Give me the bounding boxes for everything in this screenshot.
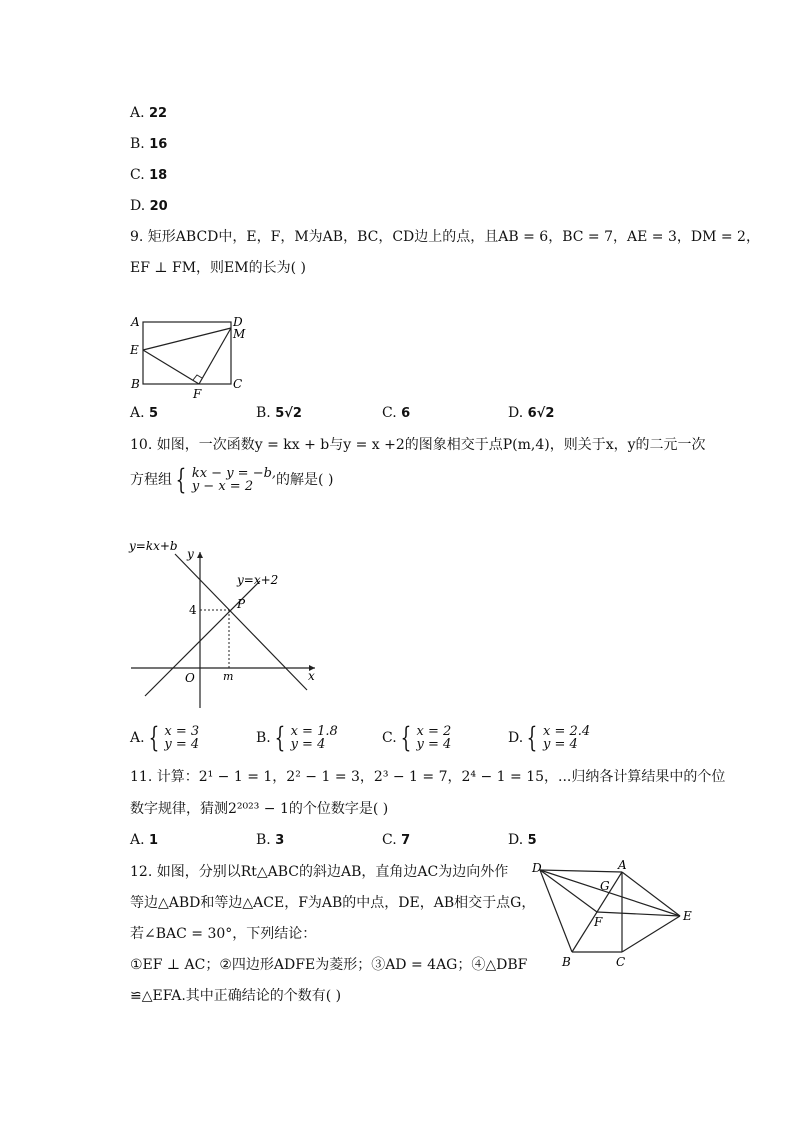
q10-label-x: x xyxy=(308,669,315,683)
q9-stem-line1: 9. 矩形ABCD中，E，F，M为AB，BC，CD边上的点，且AB = 6，BC = 7，AE = 3，DM = 2， xyxy=(130,229,760,245)
q10-label-y: y xyxy=(187,547,194,561)
q9-label-c: C xyxy=(233,377,243,391)
q12-label-g: G xyxy=(600,879,610,893)
q12-geometry-figure xyxy=(528,858,698,973)
q10-label-p: P xyxy=(237,597,246,611)
q10-label-line1: y=kx+b xyxy=(129,539,178,553)
q9-label-m: M xyxy=(233,327,246,341)
q9-option-d: D. 6√2 xyxy=(508,405,555,421)
q9-label-a: A xyxy=(131,315,140,329)
q10-option-c: C. { x = 2 y = 4 xyxy=(382,721,452,754)
q12-stem-line3: 若∠BAC = 30°，下列结论： xyxy=(130,926,317,942)
q10-option-d: D. { x = 2.4 y = 4 xyxy=(508,721,591,754)
q9-option-c: C. 6 xyxy=(382,405,411,421)
q9-rectangle-figure xyxy=(125,310,265,402)
q12-label-a: A xyxy=(618,858,627,872)
q12-stem-line2: 等边△ABD和等边△ACE，F为AB的中点，DE，AB相交于点G， xyxy=(130,895,536,911)
q11-stem-line1: 11. 计算：2¹ − 1 = 1，2² − 1 = 3，2³ − 1 = 7，2⁴ − 1 = 15，...归纳各计算结果中的个位 xyxy=(130,769,726,785)
q11-option-b: B. 3 xyxy=(256,832,285,848)
q10-equation-system: { kx − y = −b, y − x = 2 xyxy=(175,463,277,496)
q10-label-4: 4 xyxy=(189,603,197,617)
q12-label-c: C xyxy=(616,955,626,969)
q9-label-b: B xyxy=(131,377,140,391)
q10-label-m: m xyxy=(223,670,234,683)
q9-option-b: B. 5√2 xyxy=(256,405,302,421)
q10-stem-line1: 10. 如图，一次函数y = kx + b与y = x +2的图象相交于点P(m,4)，则关于x，y的二元一次 xyxy=(130,437,706,453)
q9-label-d: D xyxy=(233,315,243,329)
q10-label-origin: O xyxy=(185,671,195,685)
q12-label-b: B xyxy=(562,955,571,969)
q11-option-a: A. 1 xyxy=(130,832,159,848)
q8-option-d: D. 20 xyxy=(130,198,168,214)
q12-stem-line5: ≌△EFA.其中正确结论的个数有( ) xyxy=(130,988,342,1004)
q11-option-c: C. 7 xyxy=(382,832,411,848)
q11-stem-line2: 数字规律，猜测2²⁰²³ − 1的个位数字是( ) xyxy=(130,801,389,817)
q10-option-a: A. { x = 3 y = 4 xyxy=(130,721,200,754)
q8-option-a: A. 22 xyxy=(130,105,168,121)
q9-option-a: A. 5 xyxy=(130,405,159,421)
q8-option-c: C. 18 xyxy=(130,167,168,183)
q9-label-e: E xyxy=(130,343,139,357)
q10-label-line2: y=x+2 xyxy=(237,573,279,587)
q10-function-graph xyxy=(125,536,325,712)
q12-label-e: E xyxy=(683,909,692,923)
q9-stem-line2: EF ⊥ FM，则EM的长为( ) xyxy=(130,260,306,276)
q12-label-f: F xyxy=(594,915,603,929)
q8-option-b: B. 16 xyxy=(130,136,168,152)
q12-stem-line4: ①EF ⊥ AC；②四边形ADFE为菱形；③AD = 4AG；④△DBF xyxy=(130,957,528,973)
q10-option-b: B. { x = 1.8 y = 4 xyxy=(256,721,338,754)
q10-stem-line2: 方程组 { kx − y = −b, y − x = 2 的解是( ) xyxy=(130,463,334,496)
q11-option-d: D. 5 xyxy=(508,832,537,848)
q12-label-d: D xyxy=(532,861,542,875)
q12-stem-line1: 12. 如图，分别以Rt△ABC的斜边AB，直角边AC为边向外作 xyxy=(130,864,509,880)
q9-label-f: F xyxy=(193,387,202,401)
